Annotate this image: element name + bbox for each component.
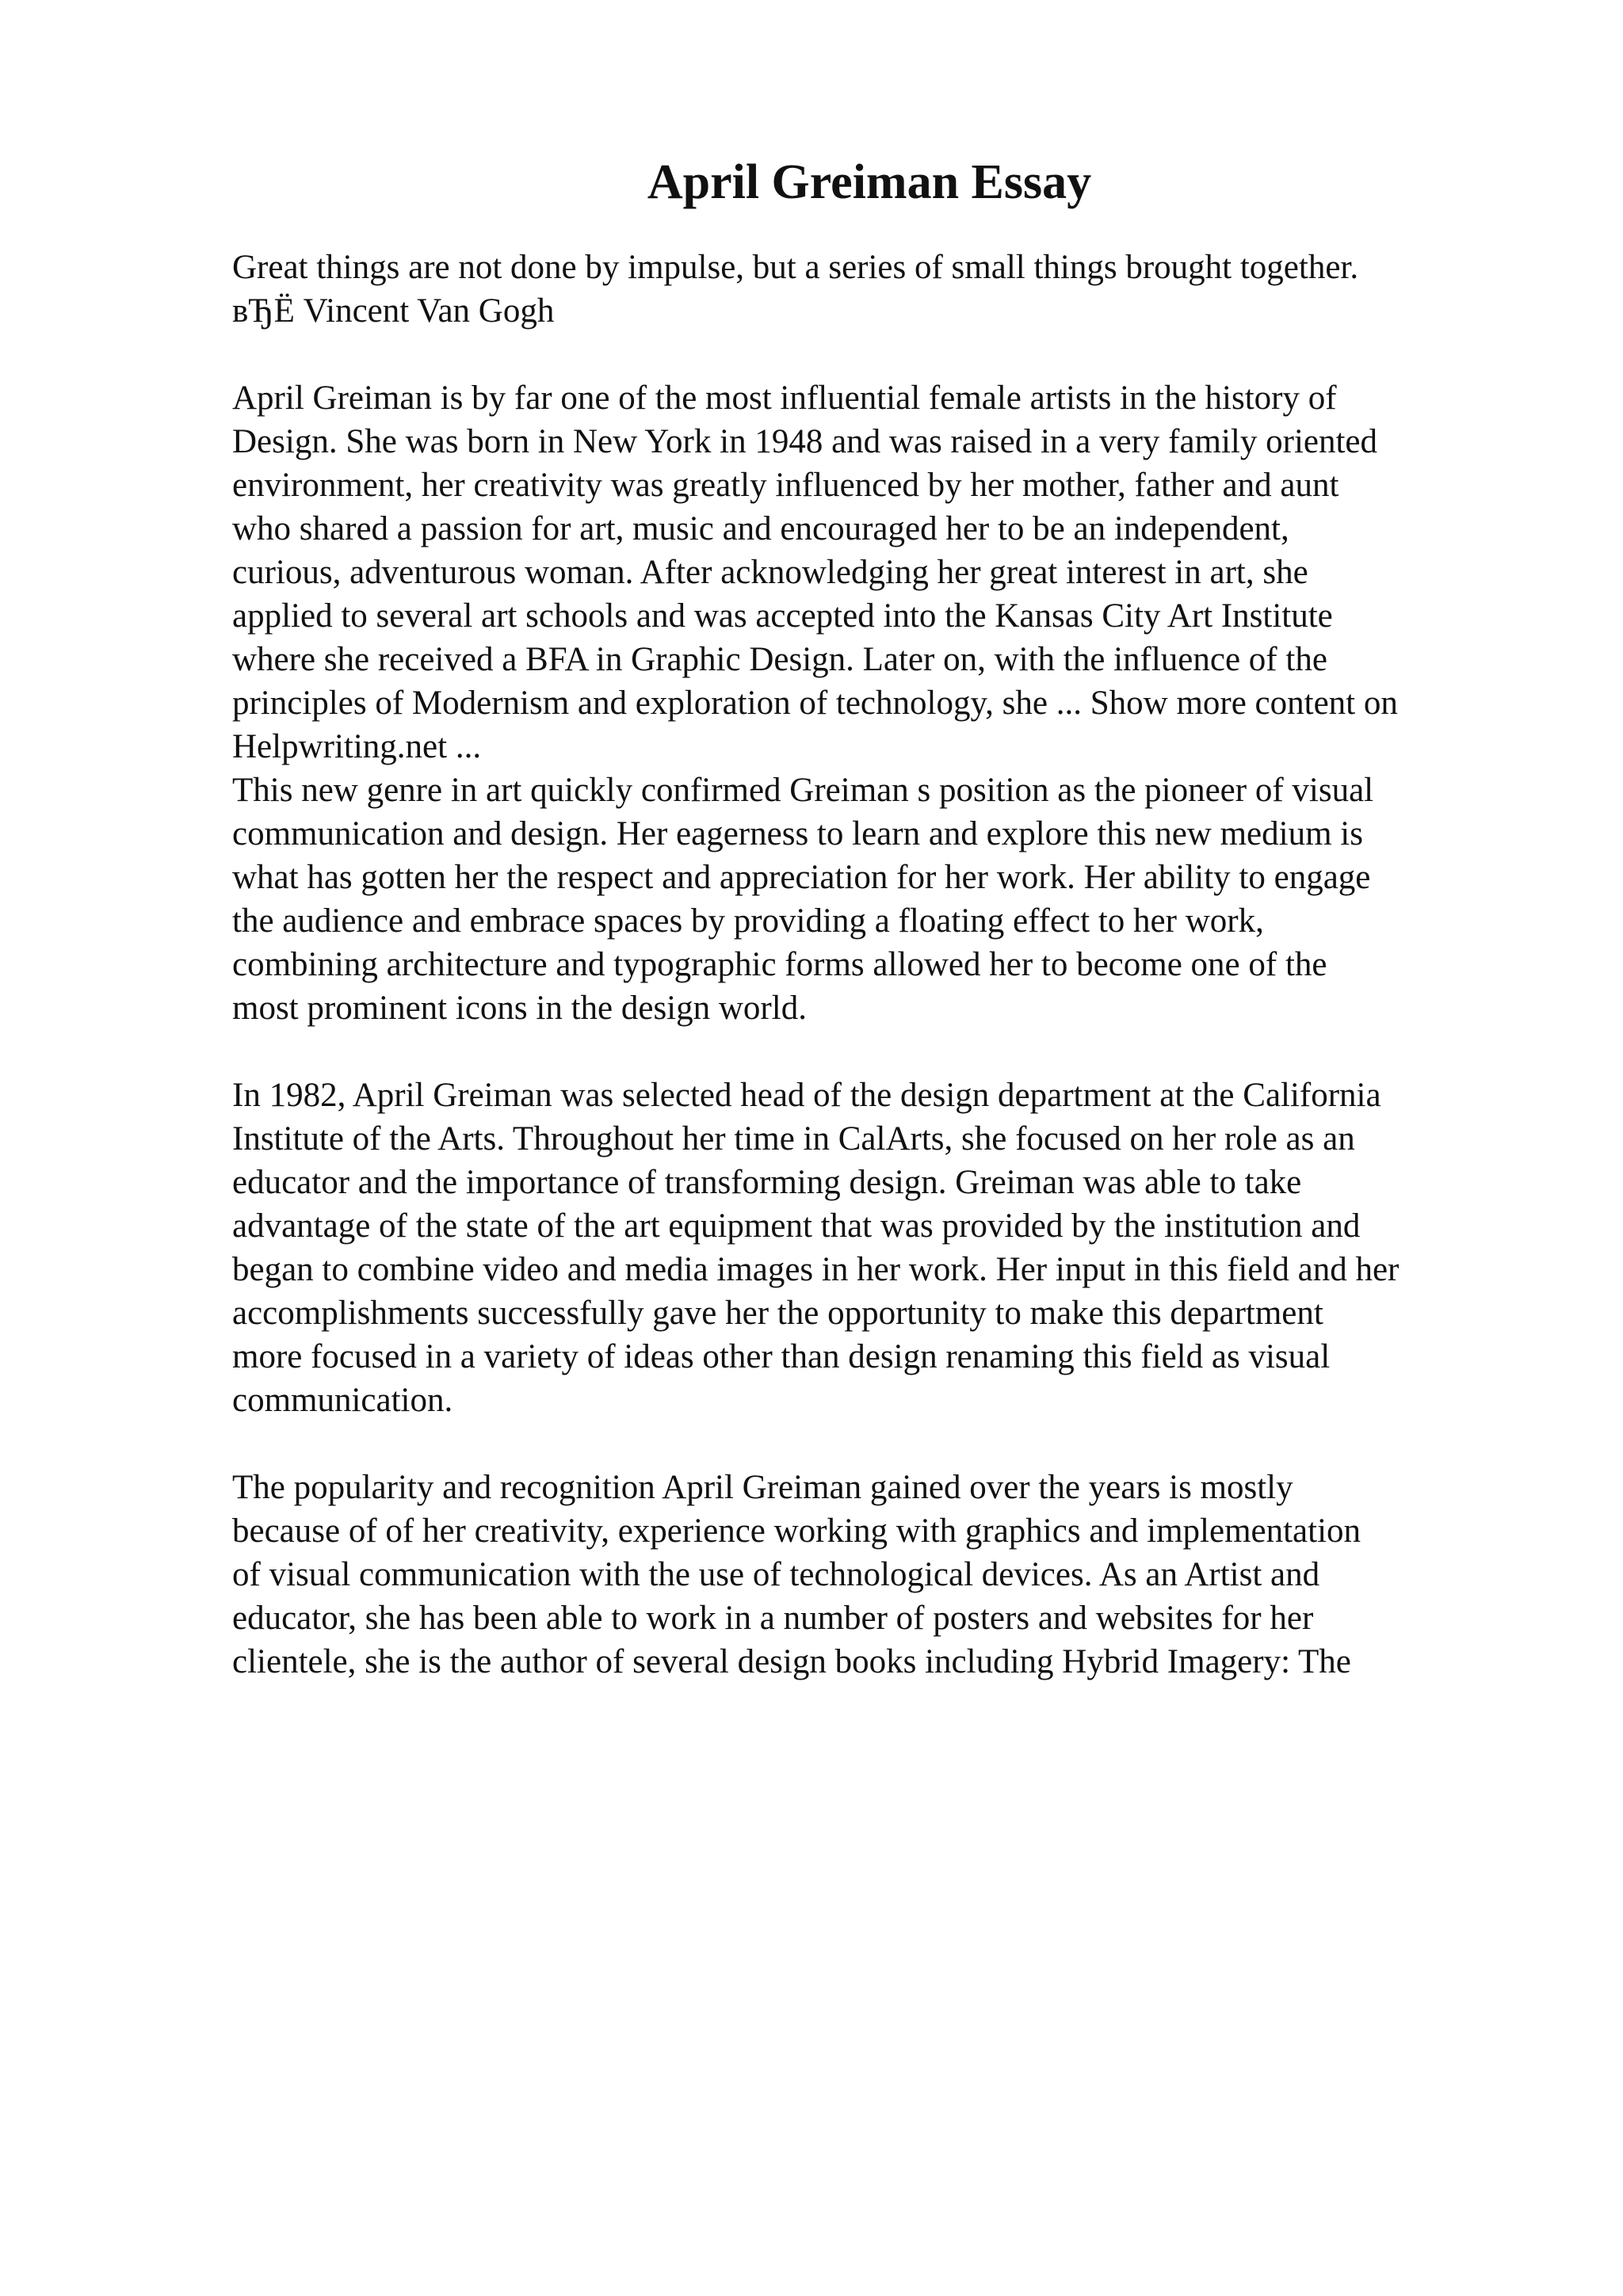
paragraph-3: In 1982, April Greiman was selected head of the design department at the California Institute of the Arts. Throughout her time in CalArts, she focused on her role as an educator and the importance of transforming design. Greiman was able to take advantage of the state of the art equipment that was provided by the institution and began to combine video and media images in her work. Her input in this field and her accomplishments successfully gave her the opportunity to make this department more focused in a variety of ideas other than design renaming this field as visual communication. bbox=[232, 1077, 1400, 1419]
opening-quote: Great things are not done by impulse, but a series of small things brought together. вЂЁ Vincent Van Gogh bbox=[232, 249, 1359, 330]
paragraph-1: April Greiman is by far one of the most influential female artists in the history of Design. She was born in New York in 1948 and was raised in a very family oriented environment, her creativity was greatly influenced by her mother, father and aunt who shared a passion for art, music and encouraged her to be an independent, curious, adventurous woman. After acknowledging her great interest in art, she applied to several art schools and was accepted into the Kansas City Art Institute where she received a BFA in Graphic Design. Later on, with the influence of the principles of Modernism and exploration of technology, she ... Show more content on Helpwriting.net ... bbox=[232, 379, 1398, 765]
document-body bbox=[232, 246, 1508, 1684]
paragraph-2: This new genre in art quickly confirmed Greiman s position as the pioneer of visual communication and design. Her eagerness to learn and explore this new medium is what has gotten her the respect and appreciation for her work. Her ability to engage the audience and embrace spaces by providing a floating effect to her work, combining architecture and typographic forms allowed her to become one of the most prominent icons in the design world. bbox=[232, 772, 1374, 1027]
paragraph-gap bbox=[232, 1422, 1508, 1466]
paragraph-gap bbox=[232, 333, 1508, 376]
title-container bbox=[0, 151, 1623, 214]
document-title: April Greiman Essay bbox=[647, 155, 1092, 209]
paragraph-gap bbox=[232, 1030, 1508, 1074]
paragraph-4: The popularity and recognition April Greiman gained over the years is mostly because of of her creativity, experience working with graphics and implementation of visual communication with the use of technological devices. As an Artist and educator, she has been able to work in a number of posters and websites for her clientele, she is the author of several design books including Hybrid Imagery: The bbox=[232, 1469, 1361, 1680]
